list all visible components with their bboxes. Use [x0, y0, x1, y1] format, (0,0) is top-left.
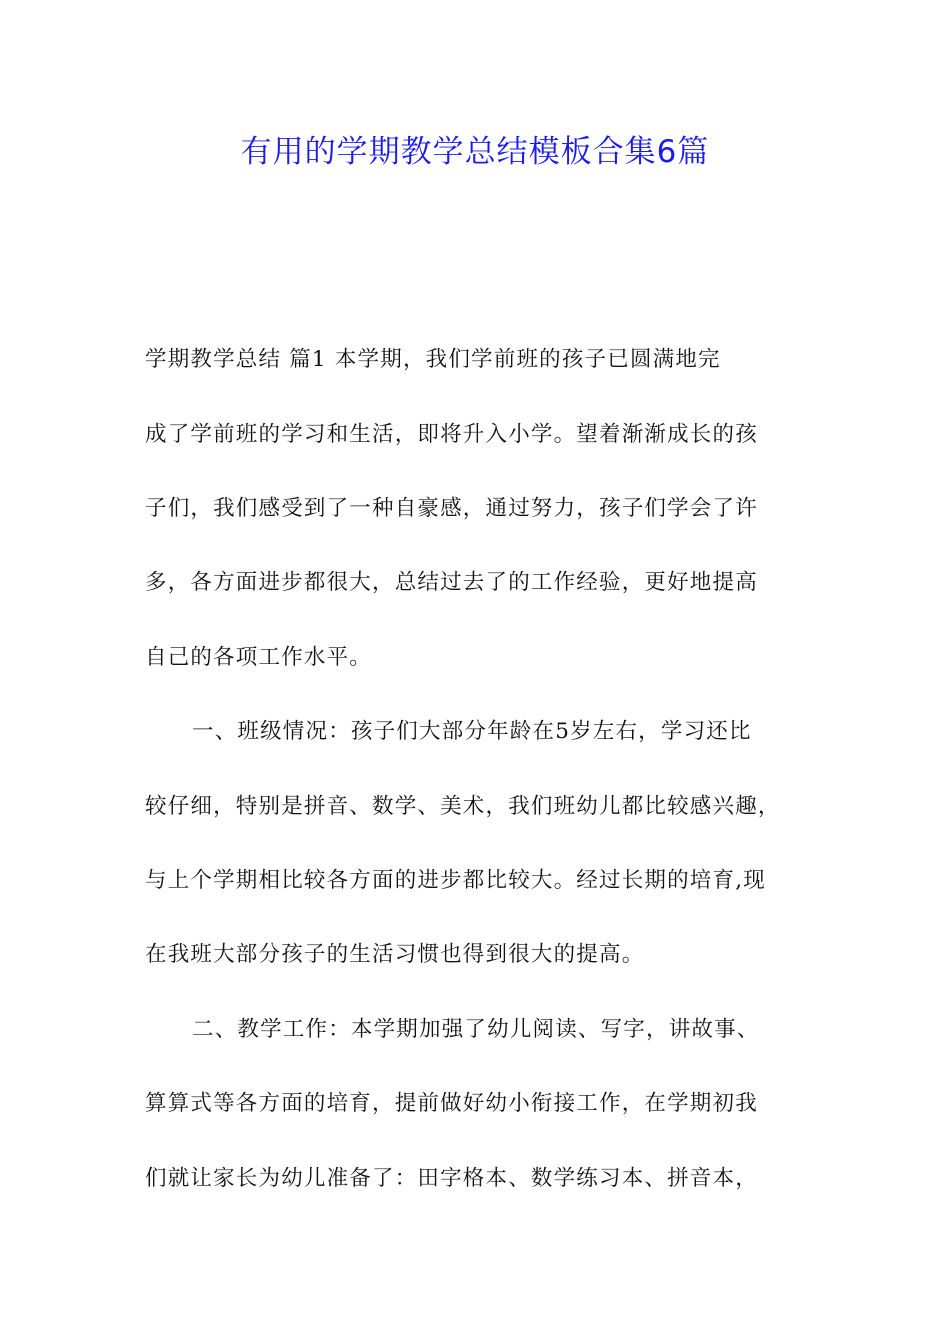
body-line-11: 算算式等各方面的培育，提前做好幼小衔接工作，在学期初我: [145, 1091, 758, 1116]
body-line-1: 学期教学总结 篇1 本学期，我们学前班的孩子已圆满地完: [145, 347, 721, 372]
body-line-5: 自己的各项工作水平。: [145, 645, 373, 670]
body-line-6: 一、班级情况：孩子们大部分年龄在5岁左右，学习还比: [192, 719, 752, 744]
body-line-10: 二、教学工作：本学期加强了幼儿阅读、写字，讲故事、: [192, 1017, 760, 1042]
body-line-9: 在我班大部分孩子的生活习惯也得到很大的提高。: [145, 942, 645, 967]
body-line-3: 子们，我们感受到了一种自豪感，通过努力，孩子们学会了许: [145, 496, 758, 521]
body-line-8: 与上个学期相比较各方面的进步都比较大。经过长期的培育,现: [145, 868, 766, 893]
body-line-12: 们就让家长为幼儿准备了：田字格本、数学练习本、拼音本，: [145, 1166, 758, 1191]
body-line-4: 多，各方面进步都很大，总结过去了的工作经验，更好地提高: [145, 570, 758, 595]
body-line-2: 成了学前班的学习和生活，即将升入小学。望着渐渐成长的孩: [145, 422, 758, 447]
document-title: 有用的学期教学总结模板合集6篇: [240, 134, 710, 170]
body-line-7: 较仔细，特别是拼音、数学、美术，我们班幼儿都比较感兴趣，: [145, 794, 781, 819]
